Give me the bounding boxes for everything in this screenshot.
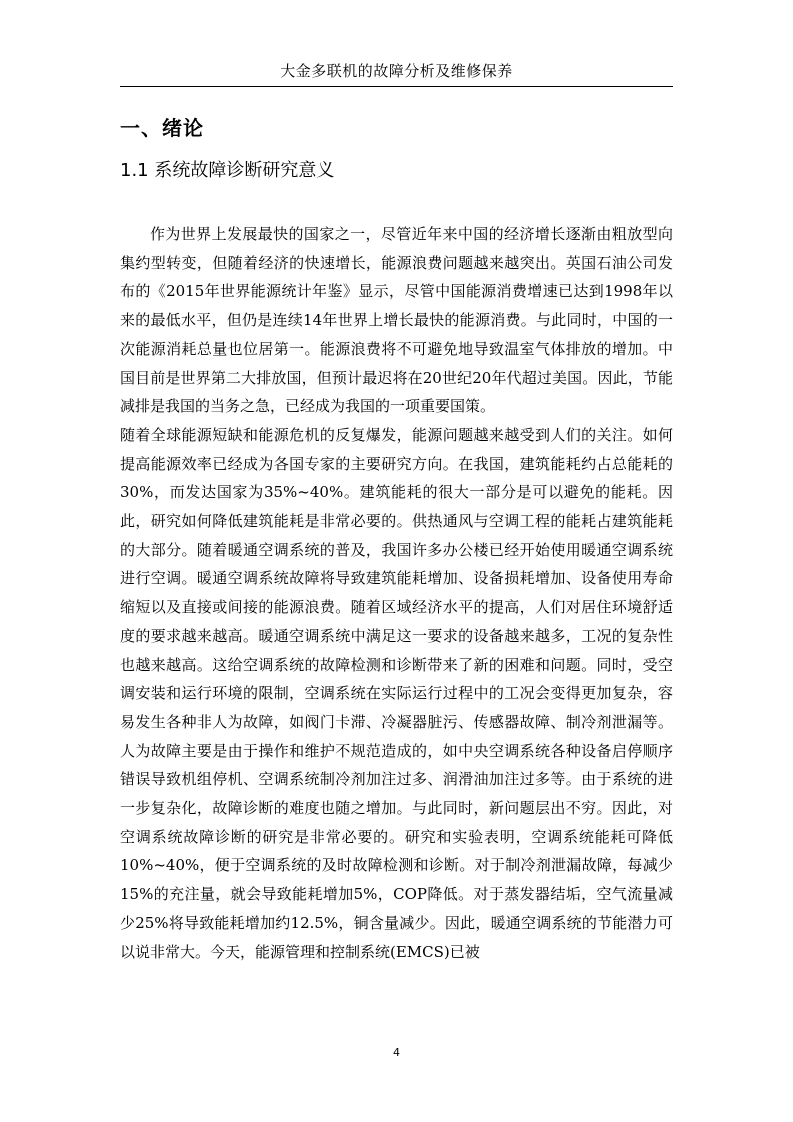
subsection-heading: 1.1 系统故障诊断研究意义 — [120, 160, 335, 181]
header-divider — [120, 86, 673, 87]
page-number: 4 — [393, 1046, 400, 1059]
body-text — [120, 220, 673, 966]
paragraph-2: 随着全球能源短缺和能源危机的反复爆发，能源问题越来越受到人们的关注。如何提高能源效率已经成为各国专家的主要研究方向。在我国，建筑能耗约占总能耗的30%，而发达国家为35%~40%。建筑能耗的很大一部分是可以避免的能耗。因此，研究如何降低建筑能耗是非常必要的。供热通风与空调工程的能耗占建筑能耗的大部分。随着暖通空调系统的普及，我国许多办公楼已经开始使用暖通空调系统进行空调。暖通空调系统故障将导致建筑能耗增加、设备损耗增加、设备使用寿命缩短以及直接或间接的能源浪费。随着区域经济水平的提高，人们对居住环境舒适度的要求越来越高。暖通空调系统中满足这一要求的设备越来越多，工况的复杂性也越来越高。这给空调系统的故障检测和诊断带来了新的困难和问题。同时，受空调安装和运行环境的限制，空调系统在实际运行过程中的工况会变得更加复杂，容易发生各种非人为故障，如阀门卡滞、冷凝器脏污、传感器故障、制冷剂泄漏等。人为故障主要是由于操作和维护不规范造成的，如中央空调系统各种设备启停顺序错误导致机组停机、空调系统制冷剂加注过多、润滑油加注过多等。由于系统的进一步复杂化，故障诊断的难度也随之增加。与此同时，新问题层出不穷。因此，对空调系统故障诊断的研究是非常必要的。研究和实验表明，空调系统能耗可降低10%~40%，便于空调系统的及时故障检测和诊断。对于制冷剂泄漏故障，每减少15%的充注量，就会导致能耗增加5%，COP降低。对于蒸发器结垢，空气流量减少25%将导致能耗增加约12.5%，铜含量减少。因此，暖通空调系统的节能潜力可以说非常大。今天，能源管理和控制系统(EMCS)已被 — [120, 425, 673, 961]
running-header: 大金多联机的故障分析及维修保养 — [280, 62, 513, 80]
section-heading: 一、绪论 — [120, 116, 204, 140]
paragraph-1: 作为世界上发展最快的国家之一，尽管近年来中国的经济增长逐渐由粗放型向集约型转变，但随着经济的快速增长，能源浪费问题越来越突出。英国石油公司发布的《2015年世界能源统计年鉴》显示，尽管中国能源消费增速已达到1998年以来的最低水平，但仍是连续14年世界上增长最快的能源消费。与此同时，中国的一次能源消耗总量也位居第一。能源浪费将不可避免地导致温室气体排放的增加。中国目前是世界第二大排放国，但预计最迟将在20世纪20年代超过美国。因此，节能减排是我国的当务之急，已经成为我国的一项重要国策。 — [120, 225, 673, 416]
